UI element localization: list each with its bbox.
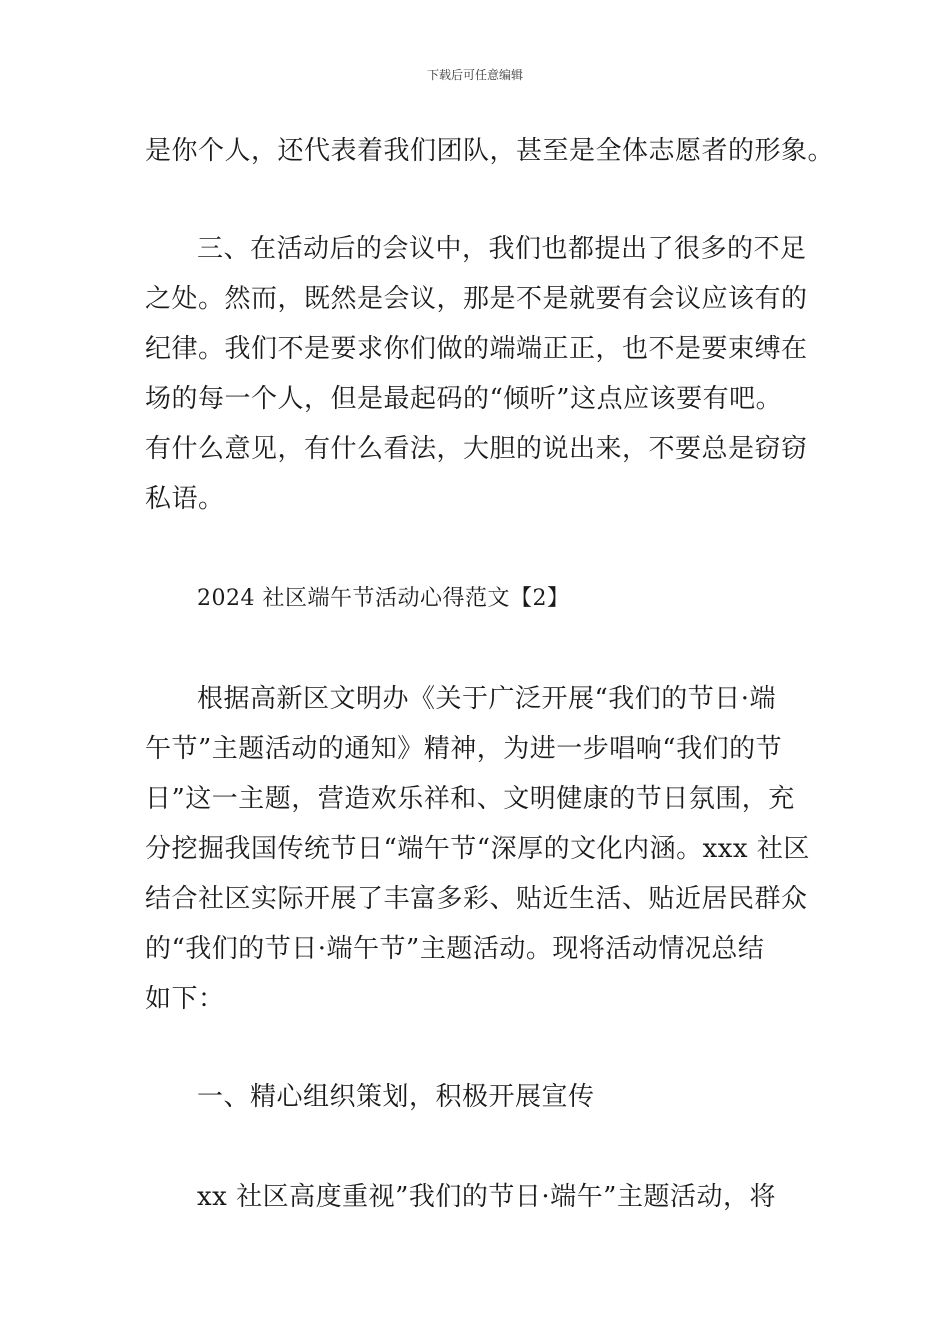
text-line: 日”这一主题，营造欢乐祥和、文明健康的节日氛围，充 [145,784,795,814]
text-line: 纪律。我们不是要求你们做的端端正正，也不是要束缚在 [145,334,808,364]
subsection-heading: 一、精心组织策划，积极开展宣传 [197,1082,595,1112]
text-line: 分挖掘我国传统节日“端午节“深厚的文化内涵。xxx 社区 [145,834,810,864]
text-line: xx 社区高度重视”我们的节日·端午”主题活动，将 [197,1182,776,1212]
text-line: 私语。 [145,484,225,514]
text-line: 有什么意见，有什么看法，大胆的说出来，不要总是窃窃 [145,434,808,464]
text-line: 之处。然而，既然是会议，那是不是就要有会议应该有的 [145,284,808,314]
text-line: 三、在活动后的会议中，我们也都提出了很多的不足 [197,234,807,264]
section-heading: 2024 社区端午节活动心得范文【2】 [197,586,570,611]
page-header: 下载后可任意编辑 [426,68,523,82]
text-line: 的“我们的节日·端午节”主题活动。现将活动情况总结 [145,934,765,964]
text-line: 根据高新区文明办《关于广泛开展“我们的节日·端 [197,684,777,714]
text-line: 场的每一个人，但是最起码的“倾听”这点应该要有吧。 [145,384,783,414]
text-line: 午节”主题活动的通知》精神，为进一步唱响“我们的节 [145,734,783,764]
text-line: 如下： [145,984,225,1014]
text-line: 结合社区实际开展了丰富多彩、贴近生活、贴近居民群众 [145,884,808,914]
text-line: 是你个人，还代表着我们团队，甚至是全体志愿者的形象。 [145,136,835,166]
